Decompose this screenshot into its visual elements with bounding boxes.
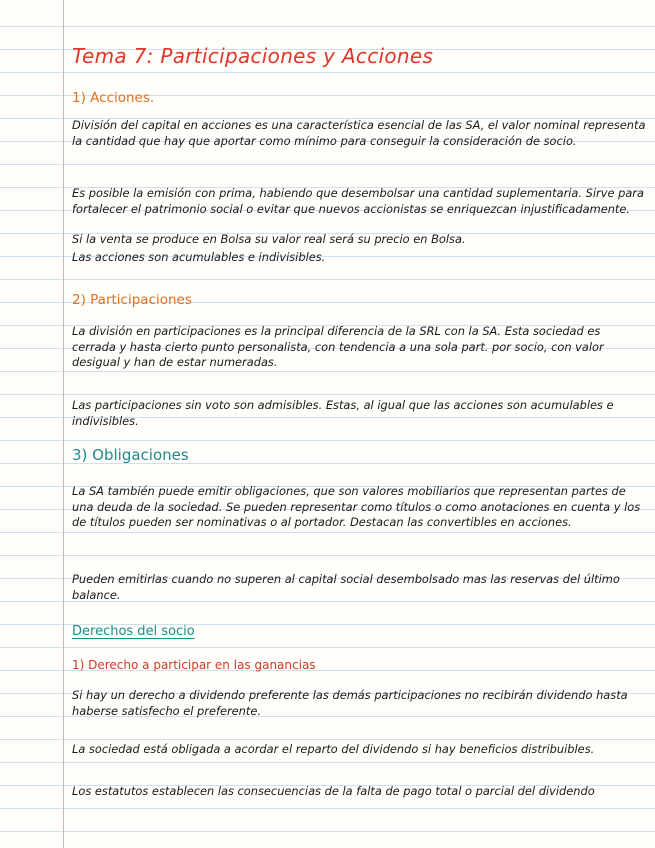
paragraph-acciones-4: Las acciones son acumulables e indivisibles. [72,250,326,264]
paragraph-derechos-1: Si hay un derecho a dividendo preferente las demás participaciones no recibirán dividendo hasta haberse satisfecho el preferente. [72,688,628,718]
margin-line [63,0,64,848]
paragraph-acciones-2: Es posible la emisión con prima, habiendo que desembolsar una cantidad suplementaria. Sirve para fortalecer el patrimonio social o evitar que nuevos accionistas se enriquezcan injustificadamente. [72,186,644,216]
paragraph-derechos-2: La sociedad está obligada a acordar el reparto del dividendo si hay beneficios distribuibles. [72,742,595,756]
section-heading-obligaciones: 3) Obligaciones [72,446,189,464]
paragraph-participaciones-1: La división en participaciones es la principal diferencia de la SRL con la SA. Esta sociedad es cerrada y hasta cierto punto personalista, con tendencia a una sola part. por socio, con valor desigual y han de estar numeradas. [72,324,604,370]
section-heading-derechos: Derechos del socio [72,624,195,639]
section-heading-acciones: 1) Acciones. [72,90,155,106]
section-heading-participaciones: 2) Participaciones [72,292,192,308]
paragraph-derechos-3: Los estatutos establecen las consecuencias de la falta de pago total o parcial del dividendo [72,784,595,798]
paragraph-obligaciones-2: Pueden emitirlas cuando no superen al capital social desembolsado mas las reservas del último balance. [72,572,620,602]
paragraph-participaciones-2: Las participaciones sin voto son admisibles. Estas, al igual que las acciones son acumulables e indivisibles. [72,398,614,428]
paragraph-acciones-3: Si la venta se produce en Bolsa su valor real será su precio en Bolsa. [72,232,466,246]
page-title: Tema 7: Participaciones y Acciones [72,44,434,68]
paragraph-obligaciones-1: La SA también puede emitir obligaciones, que son valores mobiliarios que representan partes de una deuda de la sociedad. Se pueden representar como títulos o como anotaciones en cuenta y los de títulos pueden ser nominativas o al portador. Destacan las convertibles en acciones. [72,484,641,530]
subheading-ganancias: 1) Derecho a participar en las ganancias [72,658,316,672]
paragraph-acciones-1: División del capital en acciones es una característica esencial de las SA, el valor nominal representa la cantidad que hay que aportar como mínimo para conseguir la consideración de socio. [72,118,646,148]
